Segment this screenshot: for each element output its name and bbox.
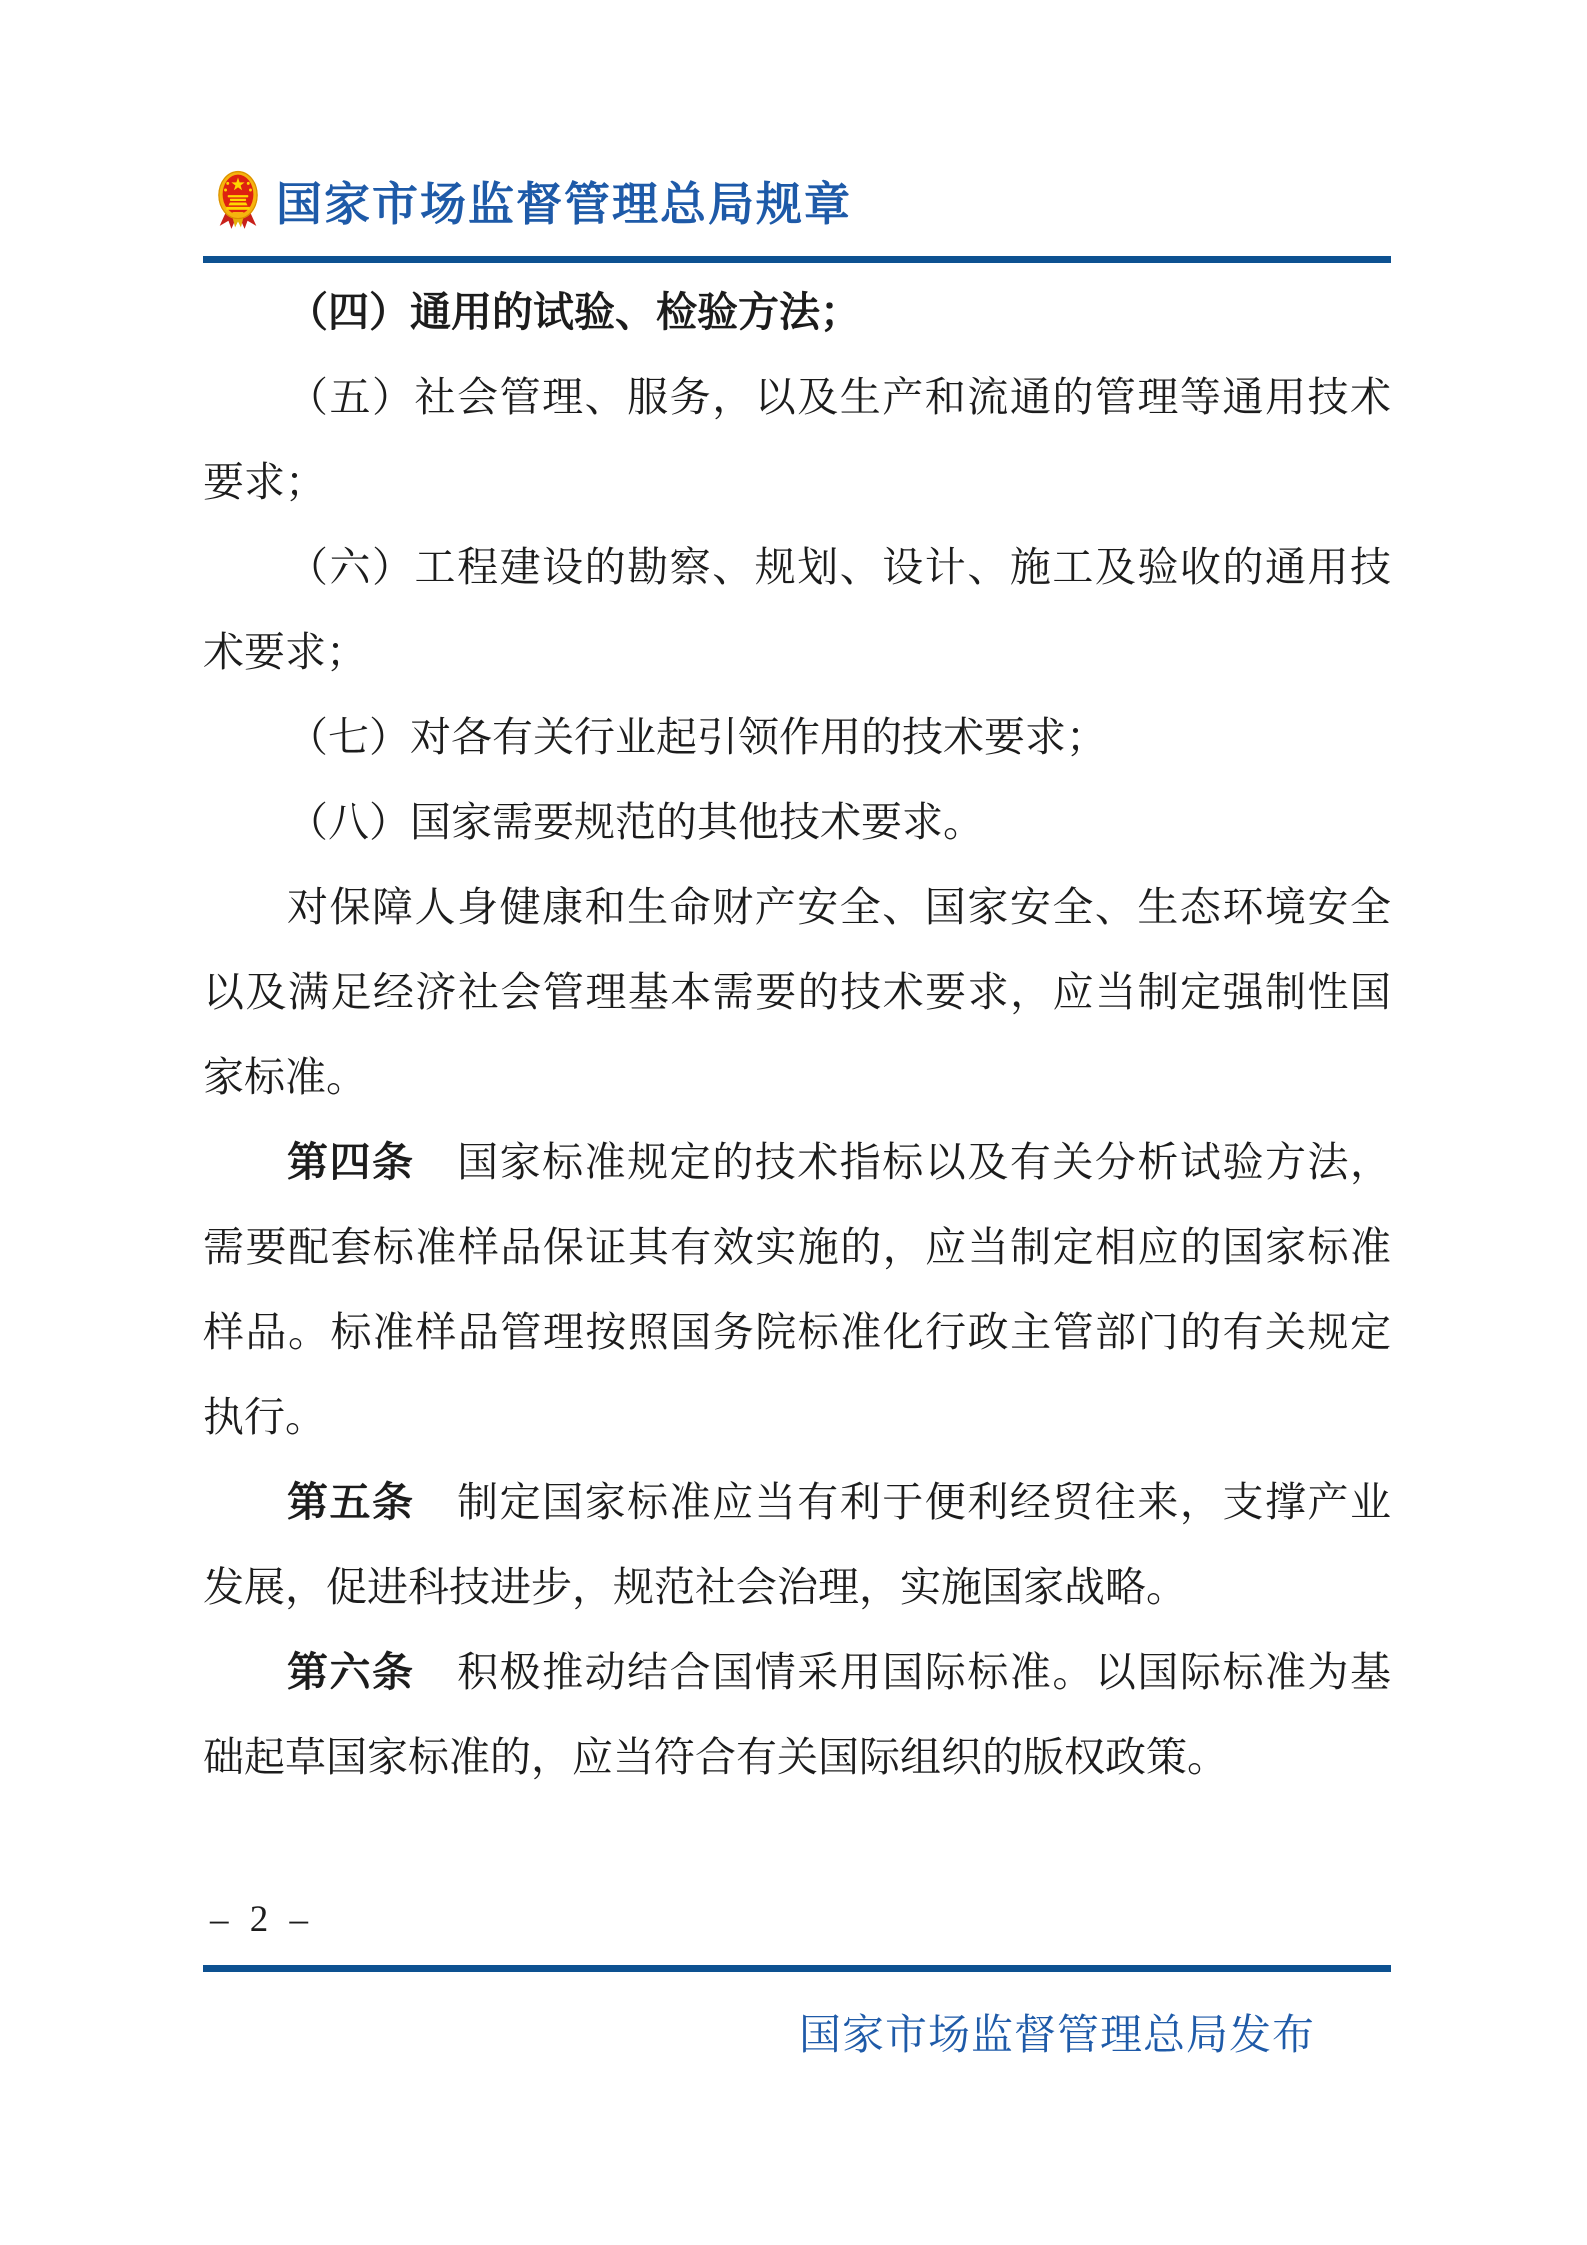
body-line-text: （六）工程建设的勘察、规划、设计、施工及验收的通用技	[287, 544, 1391, 590]
body-line-text: 以及满足经济社会管理基本需要的技术要求，应当制定强制性国	[203, 969, 1391, 1015]
body-line	[203, 950, 1391, 1035]
body-line-text: 对保障人身健康和生命财产安全、国家安全、生态环境安全	[287, 884, 1391, 930]
body-line	[203, 440, 1391, 525]
body-line	[203, 1290, 1391, 1375]
page-number: – 2 –	[210, 1899, 314, 1940]
body-line	[203, 1630, 1391, 1715]
body-line-text: 家标准。	[203, 1054, 367, 1100]
body-line-text: （四）通用的试验、检验方法；	[287, 289, 861, 335]
body-line-text: （五）社会管理、服务，以及生产和流通的管理等通用技术	[287, 374, 1391, 420]
article-number: 第四条	[287, 1139, 415, 1185]
header-divider	[203, 256, 1391, 263]
body-line	[203, 1375, 1391, 1460]
document-body	[203, 270, 1391, 1800]
body-line-text: 础起草国家标准的，应当符合有关国际组织的版权政策。	[203, 1734, 1228, 1780]
body-line-text: 制定国家标准应当有利于便利经贸往来，支撑产业	[414, 1479, 1392, 1525]
body-line	[203, 1120, 1391, 1205]
body-line-text: 需要配套标准样品保证其有效实施的，应当制定相应的国家标准	[203, 1224, 1391, 1270]
body-line	[203, 1460, 1391, 1545]
body-line	[203, 525, 1391, 610]
body-line-text: 执行。	[203, 1394, 326, 1440]
body-line-text: 积极推动结合国情采用国际标准。以国际标准为基	[414, 1649, 1392, 1695]
header-title: 国家市场监督管理总局规章	[276, 179, 852, 230]
body-line-text: 术要求；	[203, 629, 367, 675]
footer-divider	[203, 1965, 1391, 1972]
body-line	[203, 355, 1391, 440]
document-header	[216, 168, 852, 234]
body-line	[203, 695, 1391, 780]
body-line-text: 发展，促进科技进步，规范社会治理，实施国家战略。	[203, 1564, 1187, 1610]
publisher-label: 国家市场监督管理总局发布	[798, 2013, 1315, 2059]
body-line-text: （七）对各有关行业起引领作用的技术要求；	[287, 714, 1107, 760]
body-line	[203, 1545, 1391, 1630]
body-line	[203, 1035, 1391, 1120]
body-line	[203, 1205, 1391, 1290]
body-line	[203, 270, 1391, 355]
body-line-text: 要求；	[203, 459, 326, 505]
body-line	[203, 1715, 1391, 1800]
article-number: 第六条	[287, 1649, 415, 1695]
body-line-text: 样品。标准样品管理按照国务院标准化行政主管部门的有关规定	[203, 1309, 1391, 1355]
body-line-text: （八）国家需要规范的其他技术要求。	[287, 799, 984, 845]
body-line-text: 国家标准规定的技术指标以及有关分析试验方法，	[414, 1139, 1392, 1185]
body-line	[203, 610, 1391, 695]
body-line	[203, 865, 1391, 950]
article-number: 第五条	[287, 1479, 415, 1525]
national-emblem-icon	[216, 170, 260, 232]
body-line	[203, 780, 1391, 865]
